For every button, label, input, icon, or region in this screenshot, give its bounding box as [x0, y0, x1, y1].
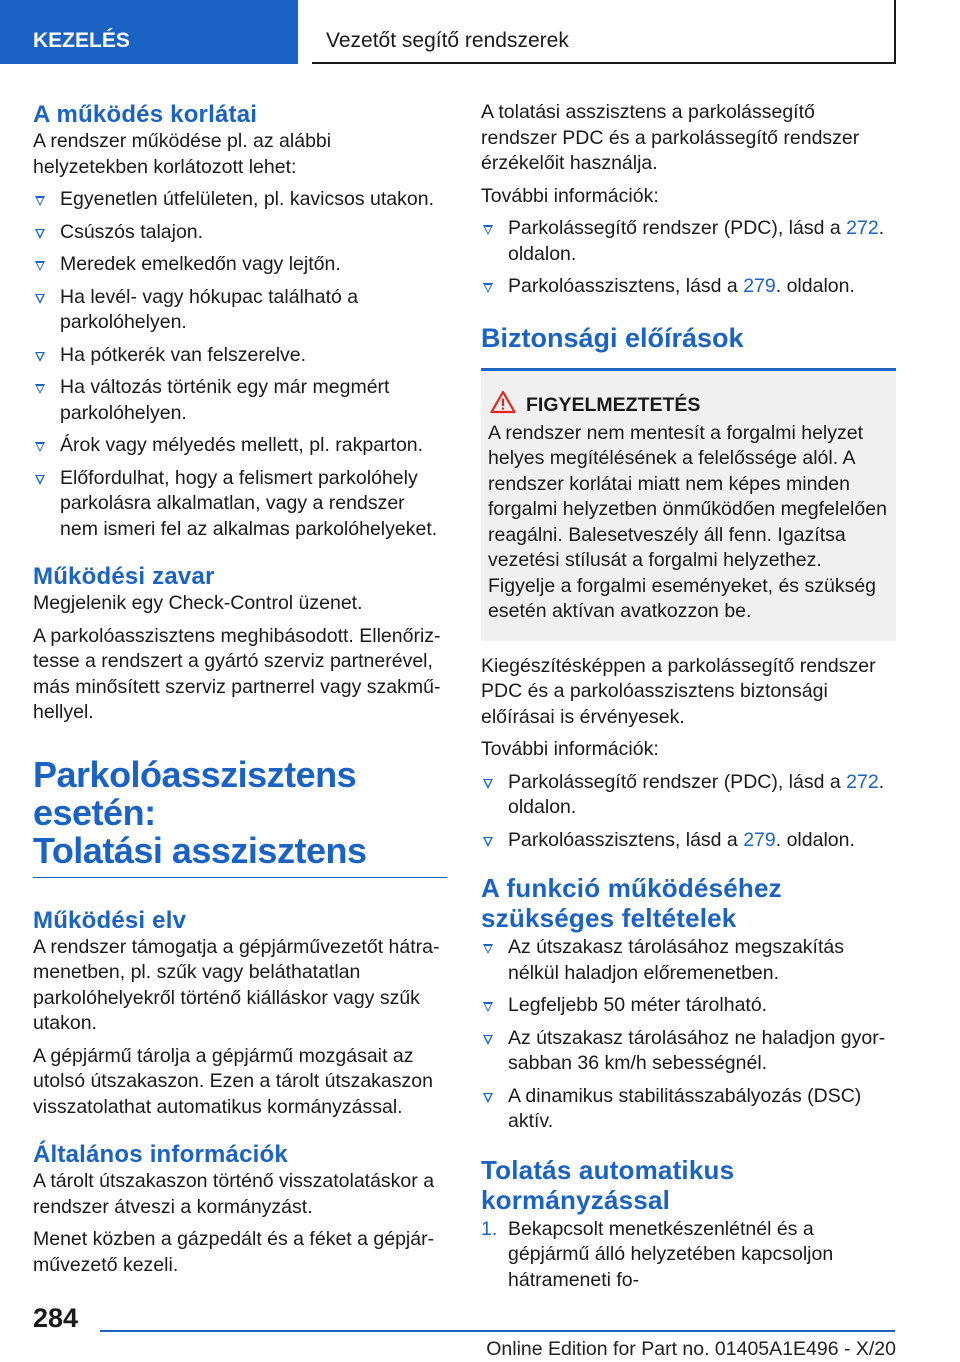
- bullet-triangle-icon: [483, 779, 493, 789]
- bullet-triangle-icon: [35, 352, 45, 362]
- general-paragraph-1: A tárolt útszakaszon történő visszatolatáskor a rendszer átveszi a kormányzást.: [33, 1170, 435, 1218]
- general-heading: Általános információk: [33, 1141, 288, 1168]
- list-item: Ha változás történik egy már megmért parkolóhelyen.: [33, 375, 447, 426]
- list-item: Parkolóasszisztens, lásd a 279. oldalon.: [481, 828, 896, 854]
- step-number: 1.: [481, 1217, 498, 1240]
- page-link[interactable]: 272: [846, 217, 879, 239]
- auto-reverse-heading: Tolatás automatikus kormányzással: [481, 1154, 735, 1215]
- fault-paragraph-2: A parkolóasszisztens meghibásodott. Ellenőriztesse a rendszert a gyártó szerviz partnerével, más minősített szerviz partnerrel vagy szakműhellyel.: [33, 624, 441, 723]
- bullet-triangle-icon: [35, 384, 45, 394]
- bullet-triangle-icon: [483, 283, 493, 293]
- prerequisites-heading: A funkció működéséhez szükséges feltételek: [481, 873, 782, 933]
- bullet-triangle-icon: [483, 1035, 493, 1045]
- reference-list: [481, 770, 896, 854]
- more-info-label: További információk:: [481, 184, 659, 207]
- bullet-triangle-icon: [35, 196, 45, 206]
- list-item: Ha levél- vagy hókupac található a parkolóhelyen.: [33, 285, 447, 336]
- list-item: Ha pótkerék van felszerelve.: [33, 343, 447, 369]
- list-item: A dinamikus stabilitásszabályozás (DSC) aktív.: [481, 1084, 896, 1135]
- warning-text: A rendszer nem mentesít a forgalmi helyzet helyes megítélésének a felelőssége alól. A rendszer korlátai miatt nem képes minden forgalmi helyzetben önműködően megfelelően reagálni. Balesetveszély áll fenn. Igazítsa vezetési stílusát a forgalmi helyzethez. Figyelje a forgalmi eseményeket, és szükség esetén aktívan avatkozzon be.: [488, 421, 887, 622]
- limits-heading: A működés korlátai: [33, 101, 258, 128]
- list-item: Legfeljebb 50 méter tárolható.: [481, 993, 896, 1019]
- safety-heading: Biztonsági előírások: [481, 322, 744, 353]
- edition-text: Online Edition for Part no. 01405A1E496 - X/20: [486, 1338, 896, 1360]
- page-link[interactable]: 279: [743, 828, 776, 851]
- list-item: Az útszakasz tárolásához megszakítás nélkül haladjon előremenetben.: [481, 935, 896, 986]
- footer-divider: [100, 1330, 895, 1332]
- section-title: KEZELÉS: [33, 29, 130, 52]
- principle-heading: Működési elv: [33, 906, 187, 934]
- left-column: [33, 100, 447, 1285]
- bullet-triangle-icon: [483, 1002, 493, 1012]
- list-item: Meredek emelkedőn vagy lejtőn.: [33, 252, 447, 278]
- list-item: Árok vagy mélyedés mellett, pl. rakparton.: [33, 433, 447, 459]
- chapter-title: Vezetőt segítő rendszerek: [326, 29, 569, 52]
- bullet-triangle-icon: [35, 475, 45, 485]
- limits-intro: A rendszer működése pl. az alábbi helyzetekben korlátozott lehet:: [33, 130, 332, 178]
- bullet-triangle-icon: [35, 442, 45, 452]
- list-item: 1. Bekapcsolt menetkészenlétnél és a gépjármű álló helyzetében kapcsoljon hátrameneti fo-: [481, 1217, 834, 1291]
- warning-triangle-icon: [490, 390, 516, 414]
- limits-list: [33, 187, 447, 542]
- main-heading-line-1: Parkolóasszisztens esetén:: [33, 753, 357, 833]
- list-item: Parkolóasszisztens, lásd a 279. oldalon.: [481, 274, 896, 300]
- list-item: Előfordulhat, hogy a felismert parkolóhely parkolásra alkalmatlan, vagy a rendszer nem ismeri fel az alkalmas parkolóhelyeket.: [33, 466, 447, 543]
- list-item: Az útszakasz tárolásához ne haladjon gyorsabban 36 km/h sebességnél.: [481, 1026, 896, 1077]
- page-number: 284: [33, 1303, 79, 1333]
- prerequisites-list: [481, 935, 896, 1135]
- warning-title: FIGYELMEZTETÉS: [488, 393, 888, 417]
- fault-heading: Működési zavar: [33, 563, 215, 590]
- list-item: Parkolássegítő rendszer (PDC), lásd a 272. oldalon.: [481, 770, 896, 821]
- list-item: Csúszós talajon.: [33, 220, 447, 246]
- bullet-triangle-icon: [35, 229, 45, 239]
- heading-divider: [33, 877, 447, 878]
- page-link[interactable]: 272: [846, 770, 879, 793]
- bullet-triangle-icon: [483, 944, 493, 954]
- steps-list: [481, 1217, 896, 1294]
- intro-paragraph: A tolatási asszisztens a parkolássegítő rendszer PDC és a parkolássegítő rendszer érzékelőit használja.: [481, 101, 860, 174]
- principle-paragraph-2: A gépjármű tárolja a gépjármű mozgásait az utolsó útszakaszon. Ezen a tárolt útszakaszon visszatolathat automatikus kormányzással.: [33, 1044, 433, 1118]
- chapter-header: [312, 0, 896, 64]
- bullet-triangle-icon: [483, 837, 493, 847]
- bullet-triangle-icon: [483, 225, 493, 235]
- warning-box: [481, 368, 896, 641]
- list-item: Parkolássegítő rendszer (PDC), lásd a 272. oldalon.: [481, 216, 896, 267]
- fault-paragraph-1: Megjelenik egy Check-Control üzenet.: [33, 592, 363, 614]
- bullet-triangle-icon: [35, 294, 45, 304]
- list-item: Egyenetlen útfelületen, pl. kavicsos utakon.: [33, 187, 447, 213]
- reference-list: [481, 216, 896, 300]
- general-paragraph-2: Menet közben a gázpedált és a féket a gépjárművezető kezeli.: [33, 1228, 435, 1276]
- safety-paragraph: Kiegészítésképpen a parkolássegítő rendszer PDC és a parkolóasszisztens biztonsági előírásai is érvényesek.: [481, 654, 876, 728]
- principle-paragraph-1: A rendszer támogatja a gépjárművezetőt hátramenetben, pl. szűk vagy beláthatatlan parkolóhelyekről történő kiálláskor vagy szűk utakon.: [33, 935, 440, 1034]
- page-link[interactable]: 279: [743, 275, 776, 297]
- main-heading: [33, 753, 447, 871]
- main-heading-line-2: Tolatási asszisztens: [33, 829, 367, 871]
- bullet-triangle-icon: [483, 1093, 493, 1103]
- right-column: [481, 100, 896, 1300]
- bullet-triangle-icon: [35, 261, 45, 271]
- more-info-label: További információk:: [481, 738, 659, 760]
- section-tab: [0, 0, 298, 64]
